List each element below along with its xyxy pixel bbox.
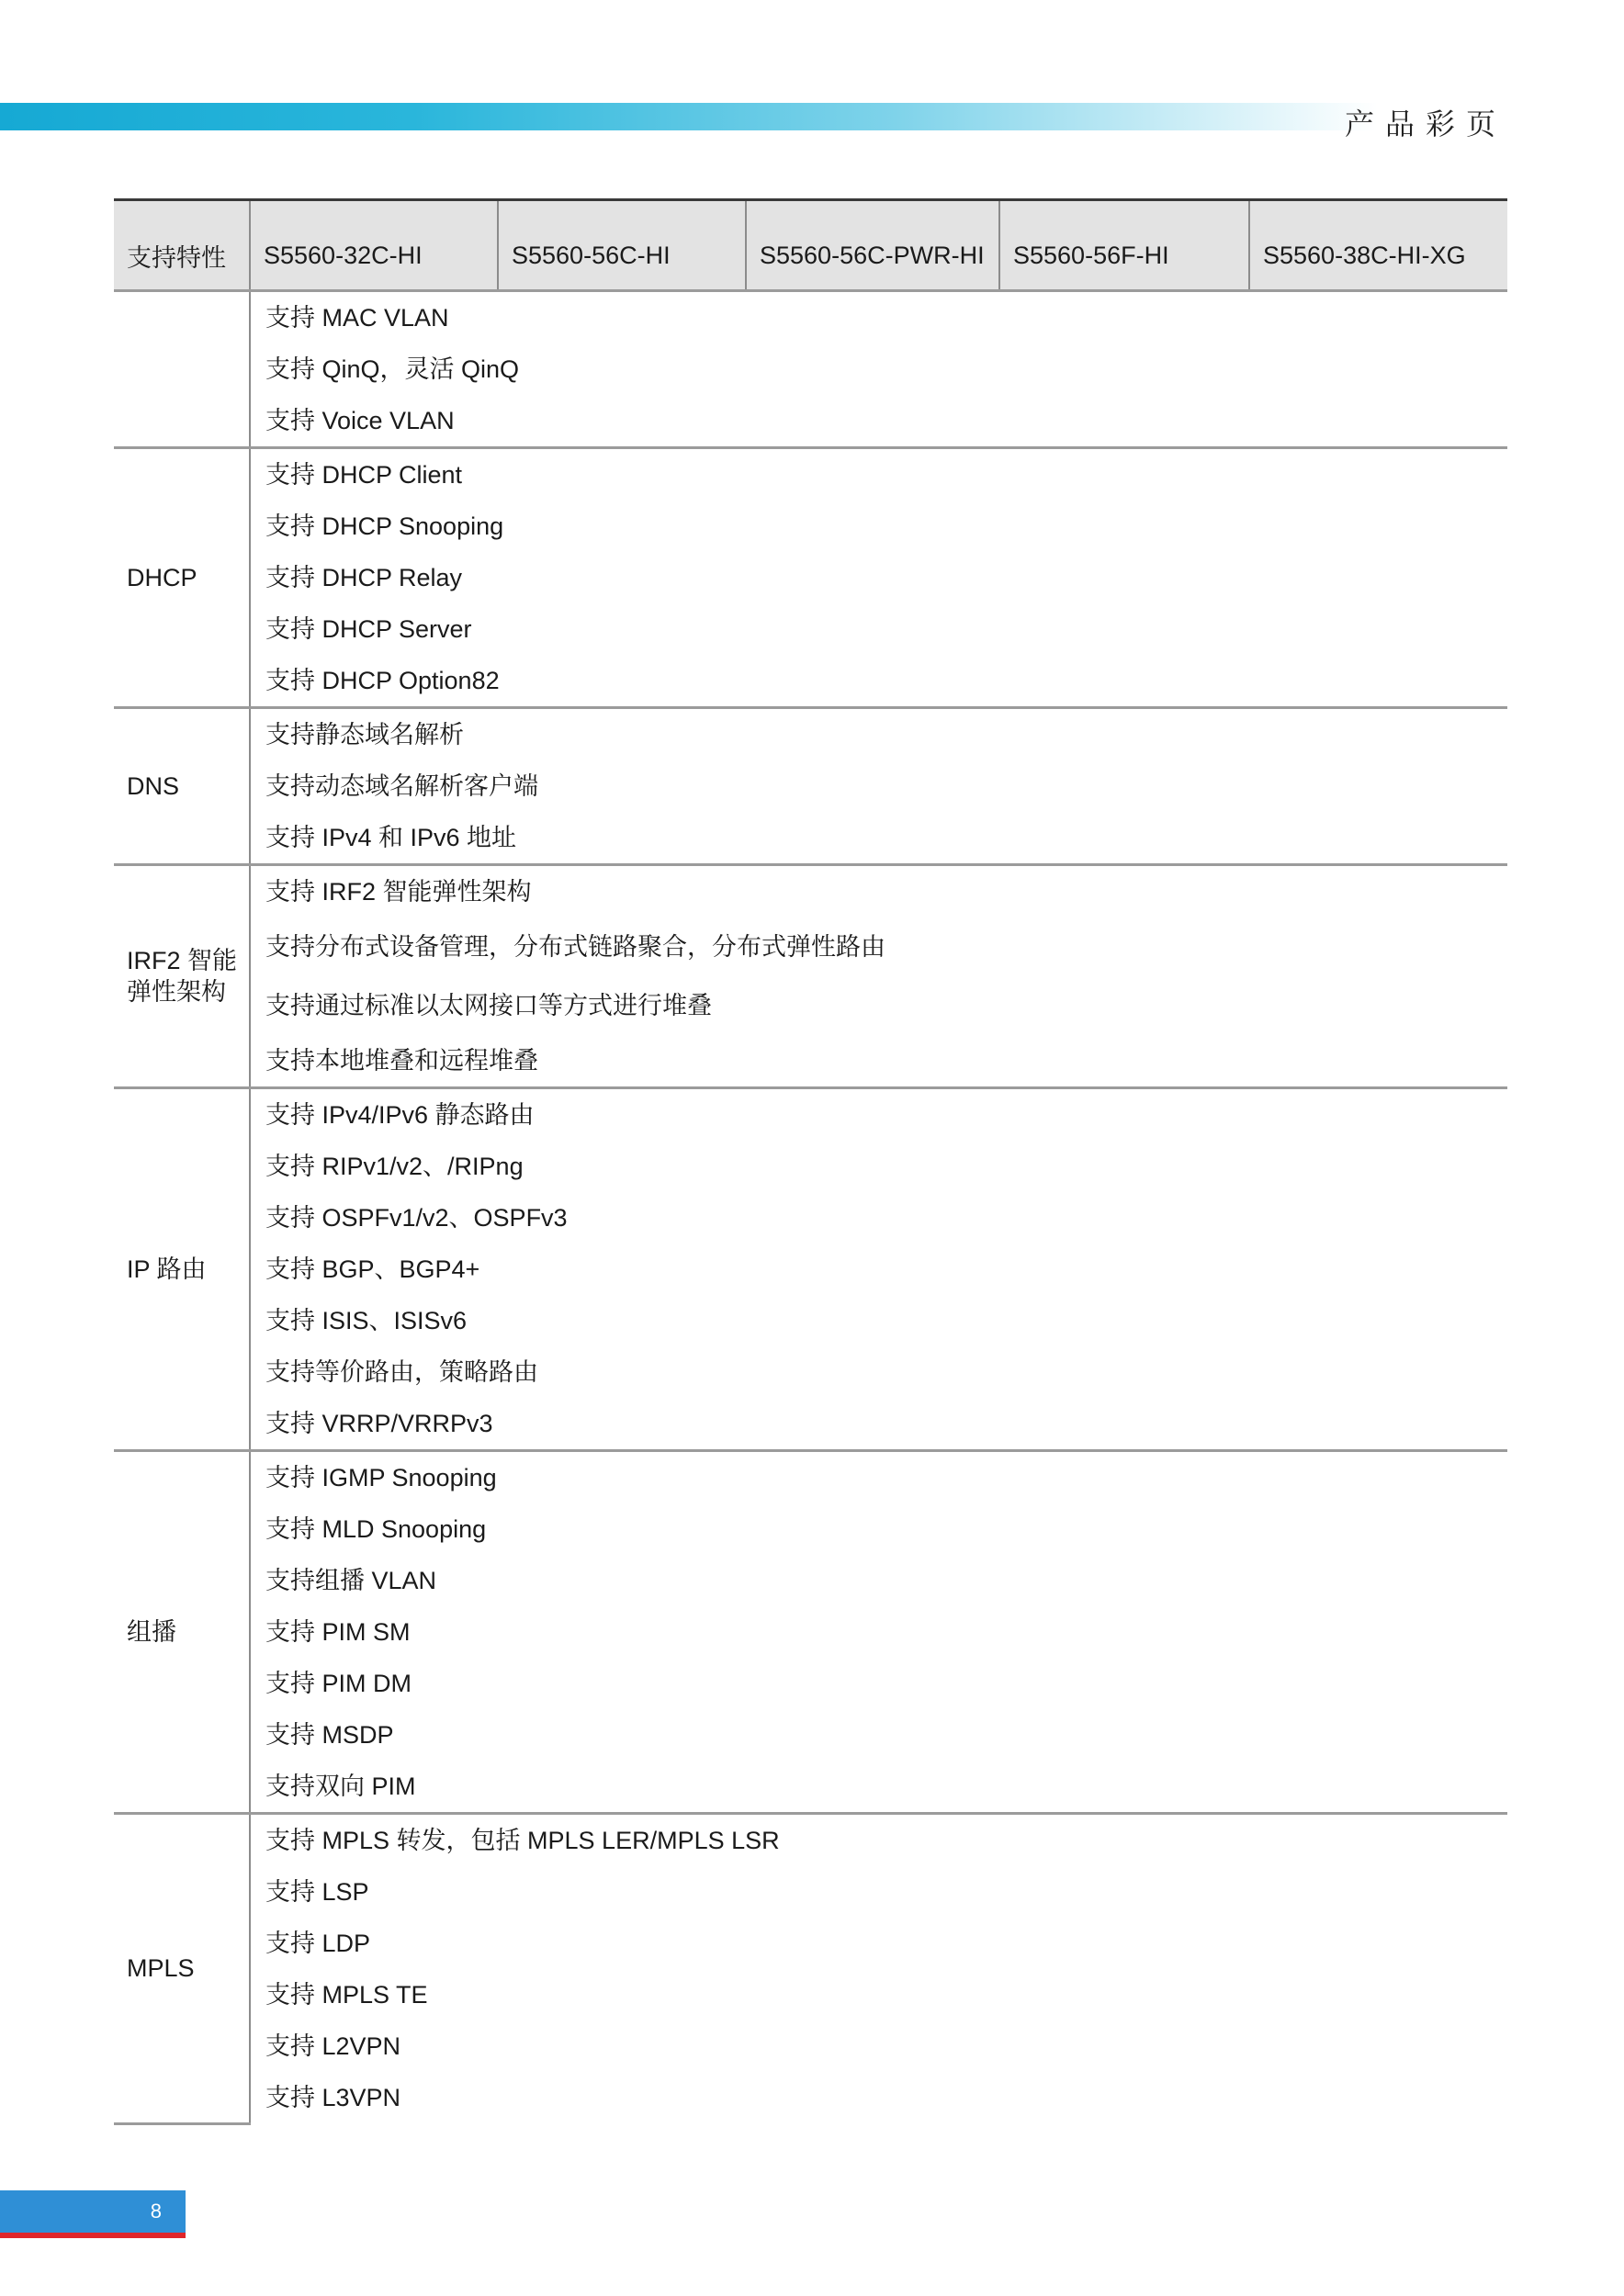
feature-item: 支持 PIM DM [265,1670,412,1697]
feature-item: 支持 L3VPN [265,2084,401,2111]
feature-cell [250,1088,1507,1451]
table-row [114,1451,1507,1814]
feature-item: 支持 LSP [265,1878,369,1906]
category-cell: MPLS [114,1814,250,2124]
column-header-s5560-56f-hi: S5560-56F-HI [999,200,1249,291]
page-title: 产品彩页 [1344,107,1506,141]
feature-item: 支持 IGMP Snooping [265,1464,497,1491]
feature-item: 支持 PIM SM [265,1618,411,1646]
feature-item: 支持 MAC VLAN [265,304,449,332]
category-cell: DNS [114,708,250,865]
feature-cell [250,448,1507,708]
feature-cell [250,708,1507,865]
feature-item: 支持 IPv4 和 IPv6 地址 [265,824,517,851]
table-row [114,448,1507,708]
feature-item: 支持 IRF2 智能弹性架构 [265,878,532,906]
column-header-s5560-32c-hi: S5560-32C-HI [250,200,498,291]
feature-item: 支持等价路由，策略路由 [265,1358,538,1386]
feature-item: 支持动态域名解析客户端 [265,772,538,800]
feature-item: 支持 DHCP Snooping [265,512,504,540]
table-header-row [114,200,1507,291]
category-cell: DHCP [114,448,250,708]
feature-item: 支持 IPv4/IPv6 静态路由 [265,1101,535,1129]
category-cell: IP 路由 [114,1088,250,1451]
feature-item: 支持 LDP [265,1930,371,1957]
feature-item: 支持 DHCP Client [265,461,463,489]
feature-item: 支持 DHCP Option82 [265,667,500,694]
category-cell: IRF2 智能弹性架构 [114,865,250,1088]
feature-item: 支持 DHCP Server [265,615,472,643]
feature-item: 支持 ISIS、ISISv6 [265,1307,468,1334]
feature-item: 支持 BGP、BGP4+ [265,1255,480,1283]
feature-item: 支持组播 VLAN [265,1567,437,1594]
feature-item: 支持 MSDP [265,1721,394,1749]
page-number-badge [0,2190,186,2238]
table-row [114,291,1507,448]
category-cell: 组播 [114,1451,250,1814]
feature-cell [250,1451,1507,1814]
feature-cell [250,865,1507,1088]
feature-item: 支持 RIPv1/v2、/RIPng [265,1153,524,1180]
feature-item: 支持本地堆叠和远程堆叠 [265,1047,538,1075]
feature-item: 支持 QinQ，灵活 QinQ [265,355,520,383]
table-row [114,1814,1507,2124]
column-header-feature: 支持特性 [114,200,250,291]
page-number: 8 [150,2200,162,2223]
table-row [114,1088,1507,1451]
feature-item: 支持 Voice VLAN [265,407,455,434]
feature-item: 支持静态域名解析 [265,721,464,748]
column-header-s5560-38c-hi-xg: S5560-38C-HI-XG [1249,200,1507,291]
feature-cell [250,1814,1507,2124]
column-header-s5560-56c-hi: S5560-56C-HI [498,200,746,291]
feature-item: 支持通过标准以太网接口等方式进行堆叠 [265,992,712,1019]
feature-item: 支持双向 PIM [265,1773,416,1800]
feature-item: 支持 MLD Snooping [265,1515,487,1543]
feature-item: 支持分布式设备管理，分布式链路聚合，分布式弹性路由 [265,933,885,961]
feature-cell [250,291,1507,448]
feature-item: 支持 L2VPN [265,2032,401,2060]
column-header-s5560-56c-pwr-hi: S5560-56C-PWR-HI [746,200,999,291]
feature-table [114,198,1507,2125]
header-band [0,103,1378,130]
feature-item: 支持 OSPFv1/v2、OSPFv3 [265,1204,568,1232]
table-row [114,708,1507,865]
feature-item: 支持 MPLS TE [265,1981,428,2009]
feature-item: 支持 DHCP Relay [265,564,463,591]
feature-item: 支持 VRRP/VRRPv3 [265,1410,493,1437]
category-cell [114,291,250,448]
feature-item: 支持 MPLS 转发，包括 MPLS LER/MPLS LSR [265,1827,780,1854]
table-row [114,865,1507,1088]
